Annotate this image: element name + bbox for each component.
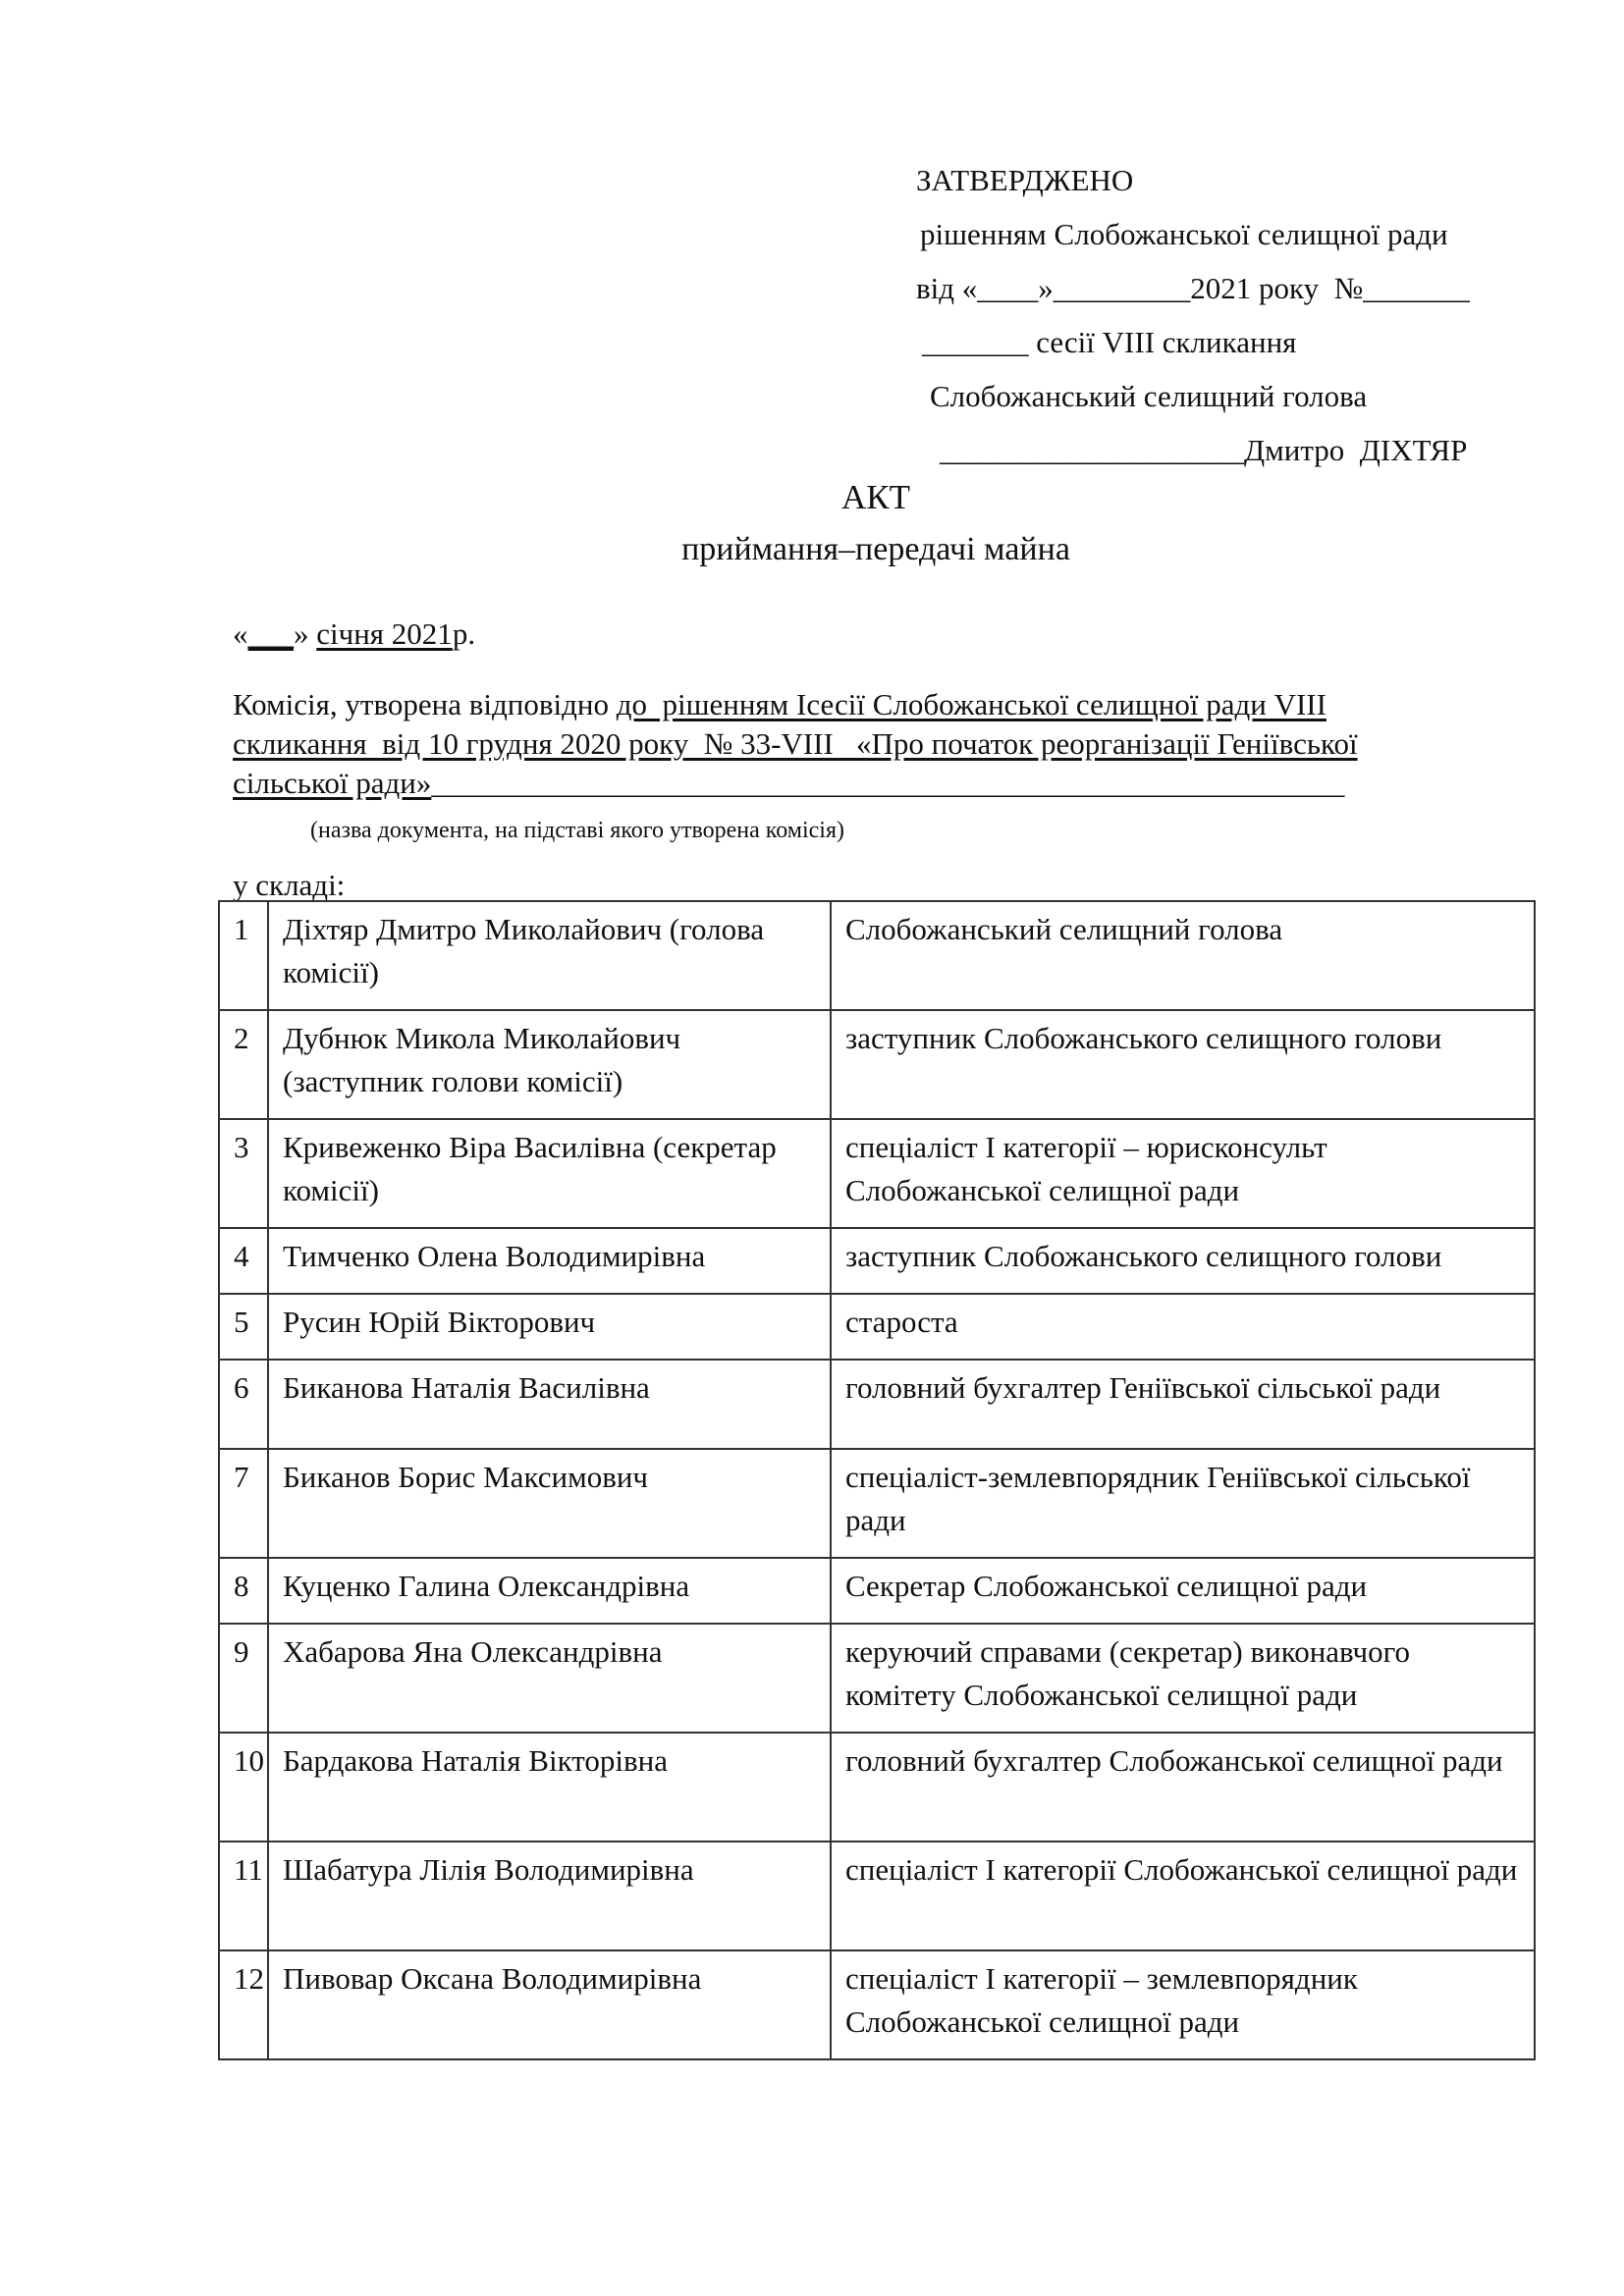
member-position: спеціаліст І категорії – юрисконсульт Слобожанської селищної ради <box>831 1119 1535 1228</box>
member-name: Тимченко Олена Володимирівна <box>268 1228 831 1294</box>
member-number: 11 <box>219 1842 268 1950</box>
table-row <box>219 1294 1535 1360</box>
commission-basis-part3: сільської ради» <box>233 766 432 800</box>
document-title: АКТ <box>841 478 910 516</box>
member-number: 3 <box>219 1119 268 1228</box>
member-number: 7 <box>219 1449 268 1558</box>
member-position: Секретар Слобожанської селищної ради <box>831 1558 1535 1624</box>
act-date <box>233 616 475 652</box>
document-subtitle: приймання–передачі майна <box>681 531 1070 567</box>
approval-session-line: _______ сесії VIII скликання <box>922 325 1297 359</box>
member-number: 10 <box>219 1733 268 1842</box>
member-position: керуючий справами (секретар) виконавчого комітету Слобожанської селищної ради <box>831 1624 1535 1733</box>
commission-intro: Комісія, утворена відповідно <box>233 687 617 721</box>
table-row <box>219 1950 1535 2059</box>
date-suffix: р. <box>452 616 476 651</box>
member-position: заступник Слобожанського селищного голови <box>831 1010 1535 1119</box>
commission-paragraph <box>233 685 1539 803</box>
member-name: Шабатура Лілія Володимирівна <box>268 1842 831 1950</box>
table-row <box>219 1449 1535 1558</box>
table-row <box>219 1624 1535 1733</box>
table-row <box>219 1119 1535 1228</box>
composition-label: у складі: <box>233 868 346 902</box>
commission-members-table <box>218 900 1536 2060</box>
commission-blank-line: ____________________________________________________________ <box>431 766 1345 800</box>
date-month-year: січня 2021 <box>316 616 453 651</box>
table-row <box>219 1733 1535 1842</box>
approval-signature-line: ____________________Дмитро ДІХТЯР <box>940 433 1468 467</box>
member-position: староста <box>831 1294 1535 1360</box>
member-position: головний бухгалтер Геніївської сільської ради <box>831 1360 1535 1449</box>
member-number: 12 <box>219 1950 268 2059</box>
approval-date-number-line: від «____»_________2021 року №_______ <box>916 271 1470 305</box>
member-name: Русин Юрій Вікторович <box>268 1294 831 1360</box>
member-number: 6 <box>219 1360 268 1449</box>
document-name-caption: (назва документа, на підставі якого утворена комісія) <box>310 818 844 843</box>
member-position: спеціаліст І категорії – землевпорядник Слобожанської селищної ради <box>831 1950 1535 2059</box>
commission-basis-part1: до рішенням Ісесії Слобожанської селищної ради VIII <box>616 687 1326 721</box>
member-number: 5 <box>219 1294 268 1360</box>
member-position: Слобожанський селищний голова <box>831 901 1535 1010</box>
approval-decision-line: рішенням Слобожанської селищної ради <box>920 217 1448 251</box>
member-name: Дубнюк Микола Миколайович (заступник голови комісії) <box>268 1010 831 1119</box>
member-name: Куценко Галина Олександрівна <box>268 1558 831 1624</box>
member-number: 1 <box>219 901 268 1010</box>
member-number: 2 <box>219 1010 268 1119</box>
table-row <box>219 1360 1535 1449</box>
table-row <box>219 1558 1535 1624</box>
approval-head-title: Слобожанський селищний голова <box>930 379 1368 413</box>
member-name: Биканова Наталія Василівна <box>268 1360 831 1449</box>
table-row <box>219 1010 1535 1119</box>
member-position: спеціаліст-землевпорядник Геніївської сільської ради <box>831 1449 1535 1558</box>
member-name: Кривеженко Віра Василівна (секретар комісії) <box>268 1119 831 1228</box>
approval-heading: ЗАТВЕРДЖЕНО <box>916 163 1134 197</box>
member-number: 8 <box>219 1558 268 1624</box>
commission-basis-part2: скликання від 10 грудня 2020 року № 33-VIII «Про початок реорганізації Геніївської <box>233 726 1358 761</box>
member-name: Хабарова Яна Олександрівна <box>268 1624 831 1733</box>
member-name: Діхтяр Дмитро Миколайович (голова комісії) <box>268 901 831 1010</box>
table-row <box>219 1842 1535 1950</box>
member-name: Бардакова Наталія Вікторівна <box>268 1733 831 1842</box>
approval-block <box>916 153 1470 477</box>
member-number: 9 <box>219 1624 268 1733</box>
table-row <box>219 901 1535 1010</box>
table-row <box>219 1228 1535 1294</box>
member-position: заступник Слобожанського селищного голови <box>831 1228 1535 1294</box>
date-close-quote: » <box>294 616 317 651</box>
member-number: 4 <box>219 1228 268 1294</box>
member-name: Биканов Борис Максимович <box>268 1449 831 1558</box>
date-open-quote: « <box>233 616 248 651</box>
member-position: спеціаліст І категорії Слобожанської селищної ради <box>831 1842 1535 1950</box>
member-name: Пивовар Оксана Володимирівна <box>268 1950 831 2059</box>
member-position: головний бухгалтер Слобожанської селищної ради <box>831 1733 1535 1842</box>
date-day-blank: ___ <box>247 616 294 651</box>
